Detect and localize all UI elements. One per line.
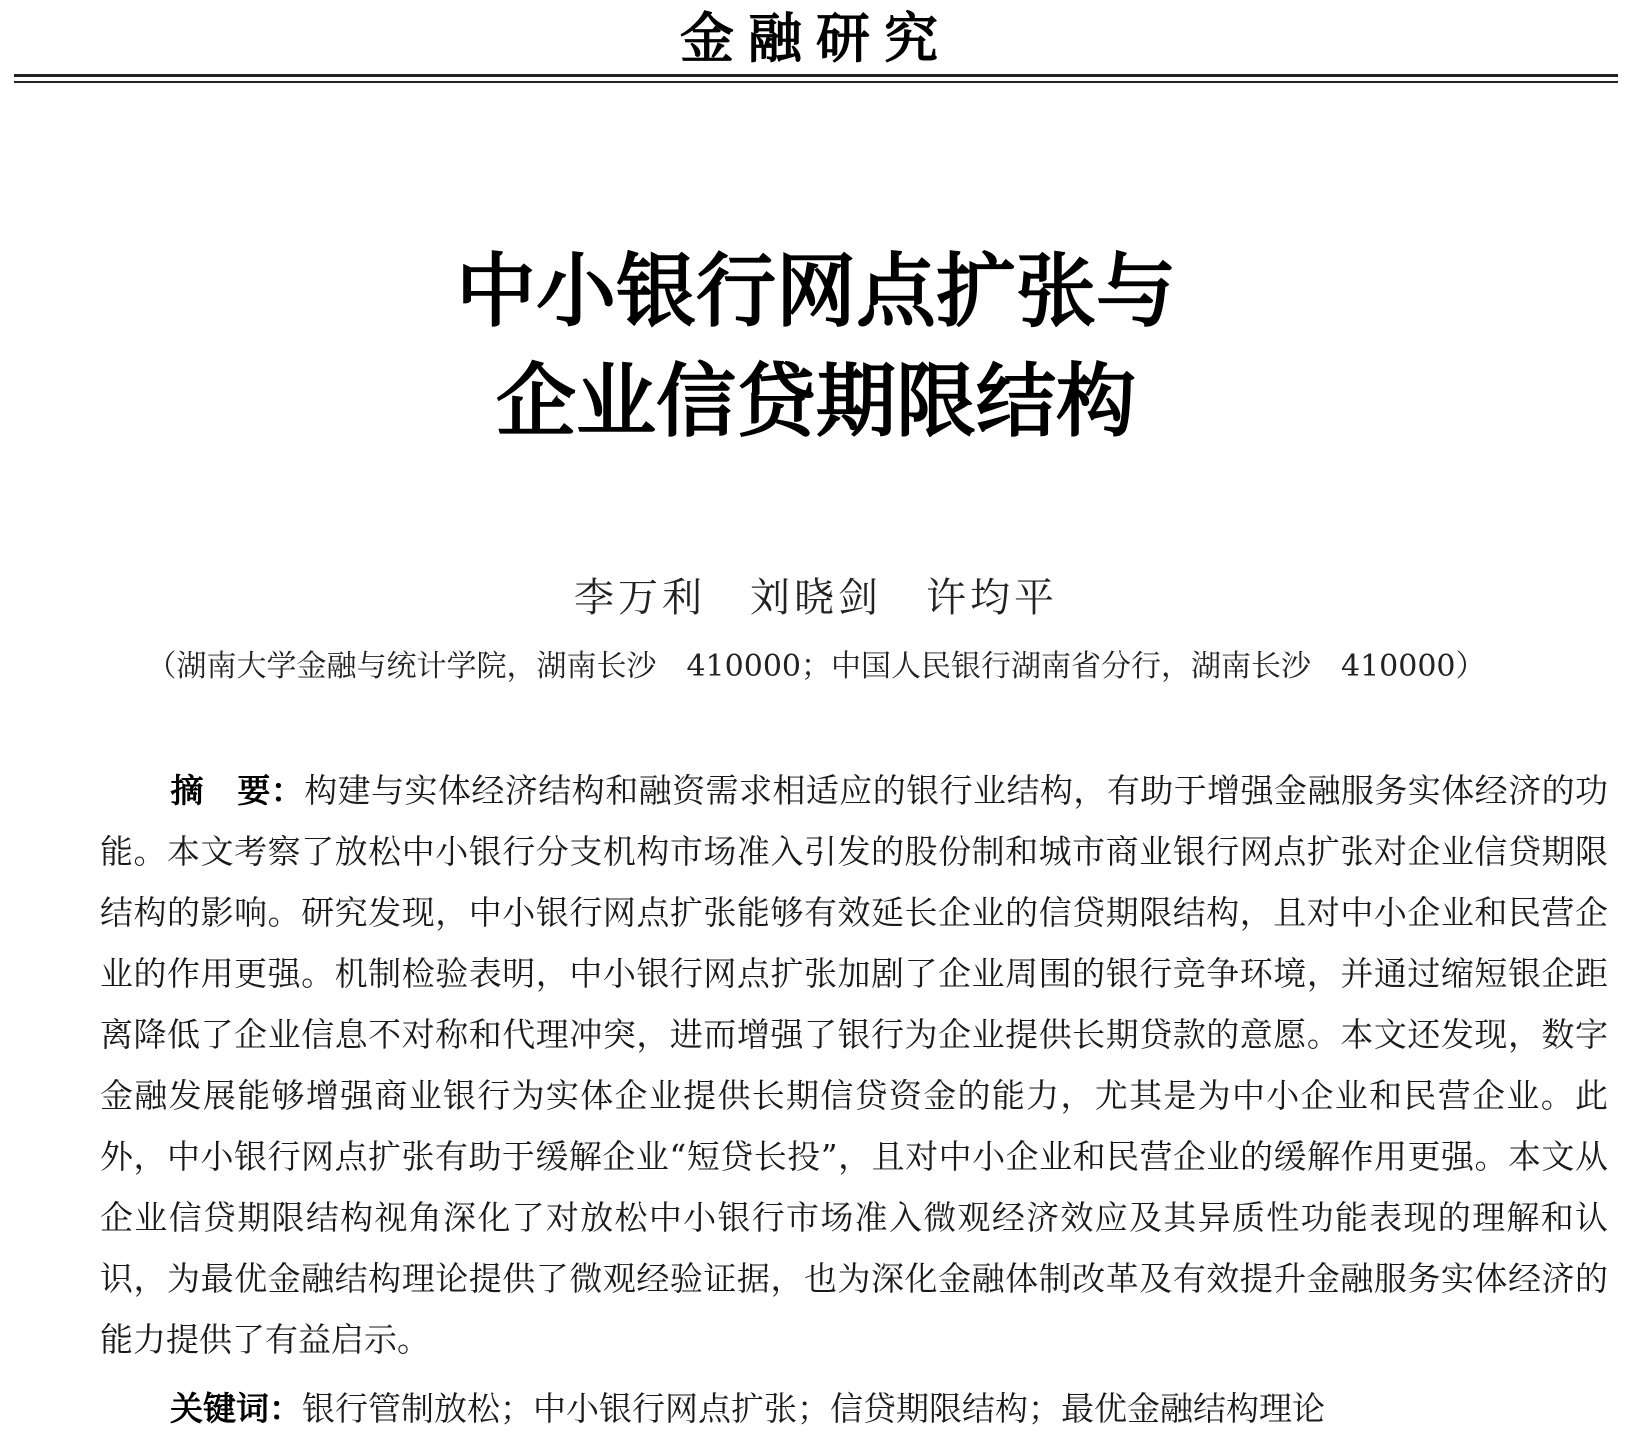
header-rule-thick — [14, 74, 1618, 77]
keywords — [100, 1384, 1608, 1434]
keywords-label: 关键词： — [170, 1389, 302, 1428]
keywords-text: 银行管制放松；中小银行网点扩张；信贷期限结构；最优金融结构理论 — [302, 1389, 1325, 1428]
author-list: 李万利 刘晓剑 许均平 — [574, 575, 1058, 621]
paper-title-line-2: 企业信贷期限结构 — [496, 354, 1136, 448]
abstract-label: 摘 要： — [170, 771, 305, 810]
paper-title — [0, 236, 1632, 456]
paper-title-line-1: 中小银行网点扩张与 — [456, 244, 1176, 338]
journal-header — [14, 0, 1618, 86]
abstract — [100, 760, 1608, 1370]
abstract-text: 构建与实体经济结构和融资需求相适应的银行业结构，有助于增强金融服务实体经济的功能。本文考察了放松中小银行分支机构市场准入引发的股份制和城市商业银行网点扩张对企业信贷期限结构的影响。研究发现，中小银行网点扩张能够有效延长企业的信贷期限结构，且对中小企业和民营企业的作用更强。机制检验表明，中小银行网点扩张加剧了企业周围的银行竞争环境，并通过缩短银企距离降低了企业信息不对称和代理冲突，进而增强了银行为企业提供长期贷款的意愿。本文还发现，数字金融发展能够增强商业银行为实体企业提供长期信贷资金的能力，尤其是为中小企业和民营企业。此外，中小银行网点扩张有助于缓解企业“短贷长投”，且对中小企业和民营企业的缓解作用更强。本文从企业信贷期限结构视角深化了对放松中小银行市场准入微观经济效应及其异质性功能表现的理解和认识，为最优金融结构理论提供了微观经验证据，也为深化金融体制改革及有效提升金融服务实体经济的能力提供了有益启示。 — [100, 771, 1609, 1359]
journal-name: 金融研究 — [680, 6, 952, 70]
author-affiliation: （湖南大学金融与统计学院，湖南长沙 410000；中国人民银行湖南省分行，湖南长沙 410000） — [146, 649, 1486, 684]
header-rule-thin — [14, 81, 1618, 83]
